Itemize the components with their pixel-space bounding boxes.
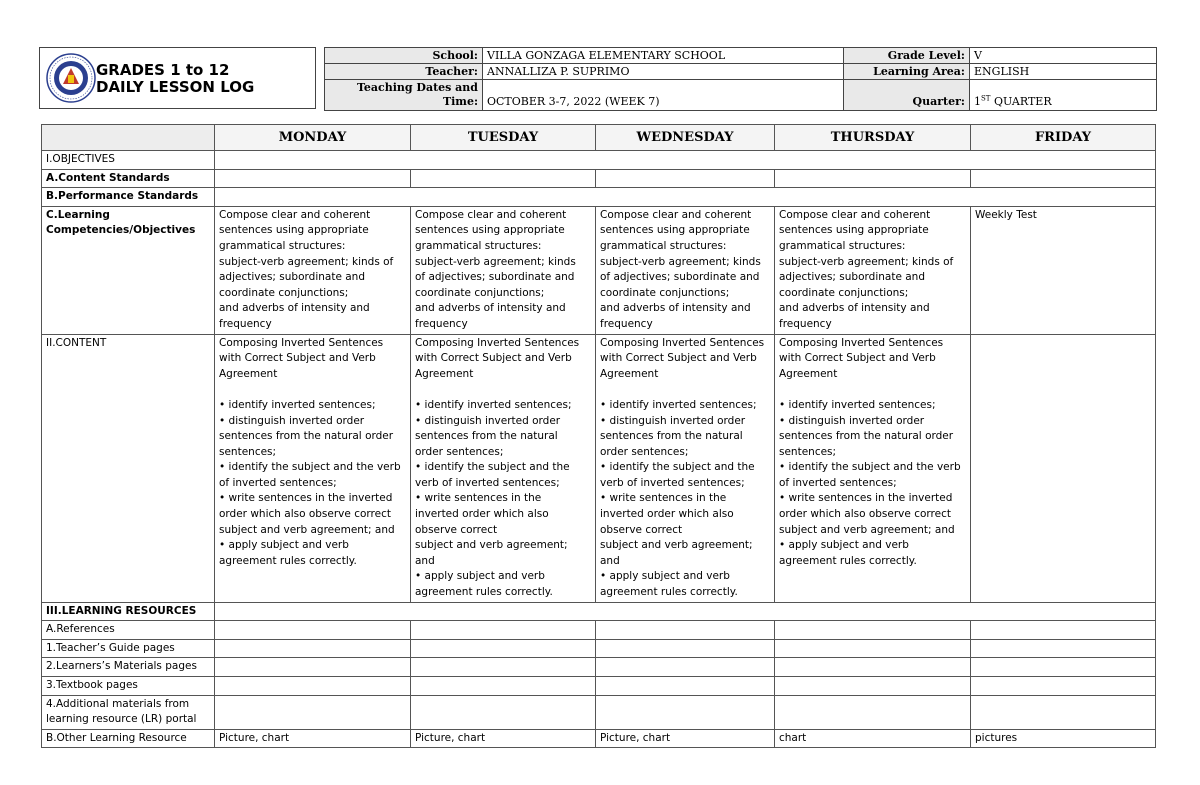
table-cell (411, 658, 596, 677)
competencies-monday (215, 206, 411, 334)
cell-line: subject and verb agreement; (600, 539, 753, 552)
cell-line: coordinate conjunctions; (219, 286, 349, 299)
cell-line: • apply subject and verb (779, 539, 909, 552)
cell-line: coordinate conjunctions; (415, 286, 545, 299)
table-cell (411, 621, 596, 640)
cell-line: frequency (779, 317, 832, 330)
cell-line: • identify the subject and the (600, 461, 755, 474)
cell-line: • apply subject and verb (415, 570, 545, 583)
table-cell (215, 677, 411, 696)
content-thursday (775, 334, 971, 602)
cell-line: inverted order which also (600, 508, 734, 521)
performance-standards-cell (215, 188, 1156, 207)
cell-line: sentences; (219, 445, 277, 458)
log-title-line1: GRADES 1 to 12 (96, 61, 230, 79)
learning-area-value: ENGLISH (970, 64, 1157, 80)
table-cell (411, 677, 596, 696)
cell-line: Compose clear and coherent (600, 208, 752, 221)
cell-line: with Correct Subject and Verb (415, 352, 572, 365)
cell-line: sentences from the natural order (779, 430, 954, 443)
competencies-friday (971, 206, 1156, 334)
cell-line: Agreement (600, 367, 659, 380)
cell-line: observe correct (415, 523, 498, 536)
cell-line: adjectives; subordinate and (779, 271, 925, 284)
cell-line: sentences using appropriate (415, 224, 565, 237)
competencies-label-line1: C.Learning (46, 208, 110, 221)
cell-line: inverted order which also (415, 508, 549, 521)
learning-resources-cell (215, 602, 1156, 621)
table-cell (971, 677, 1156, 696)
learners-materials-label: 2.Learners’s Materials pages (42, 658, 215, 677)
cell-line: coordinate conjunctions; (600, 286, 730, 299)
school-value: VILLA GONZAGA ELEMENTARY SCHOOL (483, 48, 844, 64)
quarter-superscript: ST (981, 94, 991, 103)
cell-line: and (415, 554, 435, 567)
log-title (96, 62, 254, 96)
cell-line: Compose clear and coherent (415, 208, 567, 221)
cell-line: subject and verb agreement; and (779, 523, 955, 536)
teacher-label: Teacher: (325, 64, 483, 80)
table-cell (971, 695, 1156, 729)
log-title-line2: DAILY LESSON LOG (96, 78, 255, 96)
cell-line: with Correct Subject and Verb (600, 352, 757, 365)
cell-line: • write sentences in the (600, 492, 727, 505)
table-cell (596, 621, 775, 640)
learning-resources-label: III.LEARNING RESOURCES (42, 602, 215, 621)
additional-materials-label (42, 695, 215, 729)
cell-line: order sentences; (600, 445, 689, 458)
cell-line: and adverbs of intensity and (600, 302, 751, 315)
cell-line: • identify inverted sentences; (600, 398, 757, 411)
table-cell (215, 658, 411, 677)
other-resources-friday: pictures (971, 729, 1156, 748)
cell-line: Composing Inverted Sentences (415, 336, 580, 349)
content-wednesday (596, 334, 775, 602)
cell-line: order which also observe correct (779, 508, 951, 521)
cell-line: Agreement (219, 367, 278, 380)
cell-line: with Correct Subject and Verb (219, 352, 376, 365)
competencies-label-line2: Competencies/Objectives (46, 224, 196, 237)
lesson-log-table (41, 124, 1156, 748)
cell-line: grammatical structures: (415, 239, 542, 252)
competencies-thursday (775, 206, 971, 334)
header-info-table (324, 47, 1157, 111)
table-cell (775, 658, 971, 677)
cell-line: and (600, 554, 620, 567)
cell-line: of inverted sentences; (219, 476, 337, 489)
table-cell (971, 169, 1156, 188)
table-cell (411, 695, 596, 729)
cell-line: and adverbs of intensity and (779, 302, 930, 315)
table-cell (215, 169, 411, 188)
day-header-thursday: THURSDAY (775, 125, 971, 151)
references-label: A.References (42, 621, 215, 640)
table-cell (596, 677, 775, 696)
cell-line: of inverted sentences; (779, 476, 897, 489)
competencies-label (42, 206, 215, 334)
other-resources-tuesday: Picture, chart (411, 729, 596, 748)
cell-line: and adverbs of intensity and (219, 302, 370, 315)
cell-line: subject and verb agreement; and (219, 523, 395, 536)
learning-area-label: Learning Area: (844, 64, 970, 80)
grade-level-value: V (970, 48, 1157, 64)
cell-line: • distinguish inverted order (600, 414, 746, 427)
cell-line: frequency (600, 317, 653, 330)
cell-line: • distinguish inverted order (219, 414, 365, 427)
other-resources-monday: Picture, chart (215, 729, 411, 748)
cell-line: sentences from the natural (600, 430, 743, 443)
cell-line: • identify the subject and the verb (219, 461, 401, 474)
content-friday (971, 334, 1156, 602)
cell-line: • distinguish inverted order (779, 414, 925, 427)
table-cell (596, 658, 775, 677)
cell-line: • identify inverted sentences; (219, 398, 376, 411)
competencies-wednesday (596, 206, 775, 334)
table-cell (411, 169, 596, 188)
cell-line: Agreement (779, 367, 838, 380)
textbook-label: 3.Textbook pages (42, 677, 215, 696)
deped-seal-icon (46, 53, 96, 103)
teachers-guide-row (42, 639, 1156, 658)
cell-line: Compose clear and coherent (779, 208, 931, 221)
table-cell (215, 639, 411, 658)
cell-line: observe correct (600, 523, 683, 536)
cell-line: • write sentences in the (415, 492, 542, 505)
cell-line: sentences using appropriate (219, 224, 369, 237)
cell-line: subject-verb agreement; kinds of (779, 255, 954, 268)
additional-materials-label-line2: learning resource (LR) portal (46, 713, 197, 726)
cell-line (779, 382, 966, 398)
day-header-monday: MONDAY (215, 125, 411, 151)
content-row (42, 334, 1156, 602)
cell-line: of adjectives; subordinate and (415, 271, 575, 284)
cell-line: subject-verb agreement; kinds (600, 255, 761, 268)
cell-line: subject and verb agreement; (415, 539, 568, 552)
cell-line: agreement rules correctly. (415, 586, 553, 599)
quarter-text: QUARTER (990, 95, 1052, 108)
cell-line: • identify inverted sentences; (415, 398, 572, 411)
cell-line (415, 382, 591, 398)
cell-line: • apply subject and verb (219, 539, 349, 552)
cell-line: order sentences; (415, 445, 504, 458)
cell-line: verb of inverted sentences; (600, 476, 745, 489)
cell-line: • identify inverted sentences; (779, 398, 936, 411)
cell-line (600, 382, 770, 398)
cell-line: and adverbs of intensity and (415, 302, 566, 315)
cell-line: Agreement (415, 367, 474, 380)
table-cell (775, 677, 971, 696)
teachers-guide-label: 1.Teacher’s Guide pages (42, 639, 215, 658)
performance-standards-row (42, 188, 1156, 207)
competencies-tuesday (411, 206, 596, 334)
teacher-value: ANNALLIZA P. SUPRIMO (483, 64, 844, 80)
day-header-row (42, 125, 1156, 151)
other-resources-row (42, 729, 1156, 748)
table-cell (775, 695, 971, 729)
objectives-row (42, 151, 1156, 170)
dates-label (325, 80, 483, 111)
cell-line: coordinate conjunctions; (779, 286, 909, 299)
cell-line: subject-verb agreement; kinds of (219, 255, 394, 268)
header-logo-box (39, 47, 316, 109)
content-label: II.CONTENT (42, 334, 215, 602)
cell-line: frequency (219, 317, 272, 330)
cell-line: grammatical structures: (219, 239, 346, 252)
table-cell (971, 621, 1156, 640)
cell-line: adjectives; subordinate and (219, 271, 365, 284)
cell-line: with Correct Subject and Verb (779, 352, 936, 365)
cell-line: sentences; (779, 445, 837, 458)
cell-line: sentences from the natural (415, 430, 558, 443)
dates-label-line2: Time: (442, 95, 478, 108)
cell-line: Composing Inverted Sentences (219, 336, 384, 349)
additional-materials-label-line1: 4.Additional materials from (46, 697, 190, 710)
textbook-row (42, 677, 1156, 696)
quarter-number: 1 (974, 95, 981, 108)
cell-line: Compose clear and coherent (219, 208, 371, 221)
cell-line: Composing Inverted Sentences (779, 336, 944, 349)
objectives-cell (215, 151, 1156, 170)
cell-line: • write sentences in the inverted (219, 492, 393, 505)
grade-level-label: Grade Level: (844, 48, 970, 64)
cell-line: order which also observe correct (219, 508, 391, 521)
table-cell (775, 169, 971, 188)
performance-standards-label: B.Performance Standards (42, 188, 215, 207)
table-cell (775, 639, 971, 658)
cell-line: subject-verb agreement; kinds (415, 255, 576, 268)
table-cell (411, 639, 596, 658)
table-cell (596, 639, 775, 658)
day-header-tuesday: TUESDAY (411, 125, 596, 151)
table-cell (215, 695, 411, 729)
cell-line: • identify the subject and the verb (779, 461, 961, 474)
cell-line: • write sentences in the inverted (779, 492, 953, 505)
cell-line: sentences using appropriate (600, 224, 750, 237)
dates-label-line1: Teaching Dates and (356, 81, 478, 94)
cell-line: agreement rules correctly. (219, 554, 357, 567)
day-header-wednesday: WEDNESDAY (596, 125, 775, 151)
other-resources-thursday: chart (775, 729, 971, 748)
cell-line: of adjectives; subordinate and (600, 271, 760, 284)
cell-line: agreement rules correctly. (600, 586, 738, 599)
references-row (42, 621, 1156, 640)
cell-line: grammatical structures: (779, 239, 906, 252)
objectives-label: I.OBJECTIVES (42, 151, 215, 170)
cell-line: agreement rules correctly. (779, 554, 917, 567)
learning-resources-row (42, 602, 1156, 621)
cell-line: grammatical structures: (600, 239, 727, 252)
cell-line: verb of inverted sentences; (415, 476, 560, 489)
content-monday (215, 334, 411, 602)
table-cell (215, 621, 411, 640)
corner-cell (42, 125, 215, 151)
content-standards-row (42, 169, 1156, 188)
quarter-value (970, 80, 1157, 111)
table-cell (971, 639, 1156, 658)
cell-line: Weekly Test (975, 208, 1037, 221)
cell-line: • apply subject and verb (600, 570, 730, 583)
cell-line: frequency (415, 317, 468, 330)
cell-line: sentences from the natural order (219, 430, 394, 443)
table-cell (596, 695, 775, 729)
table-cell (971, 658, 1156, 677)
other-resources-wednesday: Picture, chart (596, 729, 775, 748)
learners-materials-row (42, 658, 1156, 677)
table-cell (596, 169, 775, 188)
quarter-label: Quarter: (844, 80, 970, 111)
table-cell (775, 621, 971, 640)
other-resources-label: B.Other Learning Resource (42, 729, 215, 748)
additional-materials-row (42, 695, 1156, 729)
cell-line: Composing Inverted Sentences (600, 336, 765, 349)
dates-value: OCTOBER 3-7, 2022 (WEEK 7) (483, 80, 844, 111)
content-tuesday (411, 334, 596, 602)
cell-line: • distinguish inverted order (415, 414, 561, 427)
cell-line (219, 382, 406, 398)
school-label: School: (325, 48, 483, 64)
competencies-row (42, 206, 1156, 334)
content-standards-label: A.Content Standards (42, 169, 215, 188)
cell-line: • identify the subject and the (415, 461, 570, 474)
day-header-friday: FRIDAY (971, 125, 1156, 151)
cell-line: sentences using appropriate (779, 224, 929, 237)
